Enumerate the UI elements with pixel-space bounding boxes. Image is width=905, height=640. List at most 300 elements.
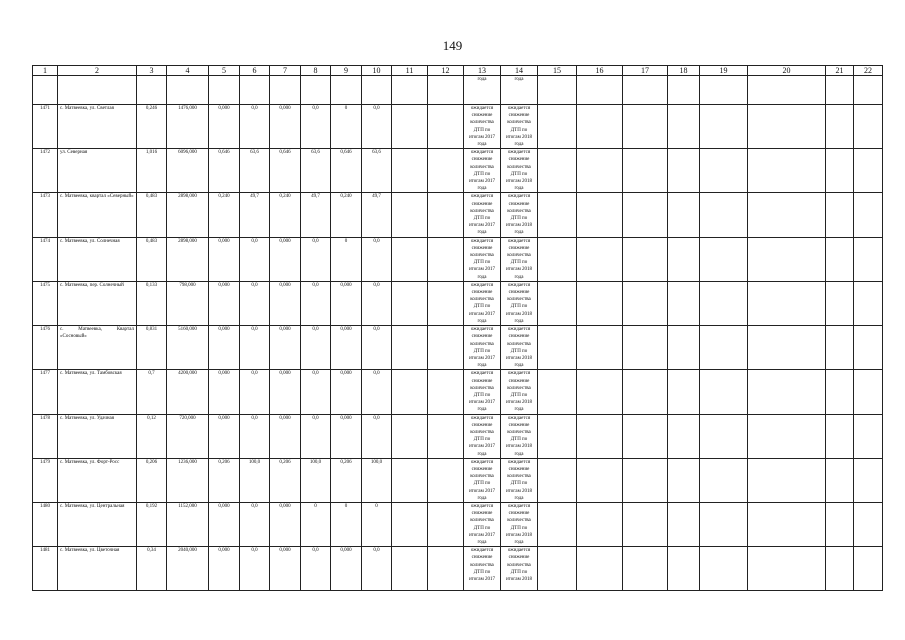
street-name-cell: с. Матвеевка, ул. Цветочная [58,547,137,591]
table-cell [577,326,623,370]
table-cell [668,458,700,502]
table-cell [577,547,623,591]
table-cell [668,502,700,546]
table-cell [854,370,883,414]
table-cell [301,76,331,105]
value-cell: 0,000 [270,547,301,591]
table-cell [577,149,623,193]
street-name-cell: с. Матвеевка, квартал «Северный» [58,193,137,237]
outcome-2018-cell: ожидается снижение количества ДТП по итогам 2018 года [501,105,538,149]
value-cell: 6096,000 [167,149,209,193]
value-cell: 0,0 [362,326,392,370]
value-cell: 0 [301,502,331,546]
value-cell: 0,0 [301,326,331,370]
street-name-cell: с. Матвеевка, Квартал «Сосновый» [58,326,137,370]
value-cell: 0,0 [301,547,331,591]
table-cell [623,326,668,370]
table-cell [428,414,464,458]
table-cell [826,502,854,546]
table-cell [700,502,748,546]
table-cell [623,105,668,149]
table-cell [577,414,623,458]
value-cell: 0,206 [270,458,301,502]
table-cell [748,502,826,546]
table-cell [137,76,167,105]
table-cell: года [464,76,501,105]
table-cell [623,547,668,591]
value-cell: 0,646 [270,149,301,193]
value-cell: 0,000 [270,502,301,546]
table-cell [577,105,623,149]
value-cell: 0,483 [137,193,167,237]
table-row [33,105,883,149]
table-cell [854,502,883,546]
value-cell: 0,0 [240,414,270,458]
value-cell: 2040,000 [167,547,209,591]
table-cell [854,281,883,325]
table-cell [392,149,428,193]
value-cell: 0,0 [362,414,392,458]
table-cell [668,193,700,237]
table-cell [748,281,826,325]
continuation-row [33,76,883,105]
table-cell [538,458,577,502]
table-cell [826,237,854,281]
table-cell [428,105,464,149]
table-cell [700,281,748,325]
outcome-2018-cell: ожидается снижение количества ДТП по итогам 2018 года [501,414,538,458]
value-cell: 0,240 [331,193,362,237]
table-cell [428,458,464,502]
value-cell: 0,646 [209,149,240,193]
table-cell [538,370,577,414]
table-cell [428,326,464,370]
table-cell [428,149,464,193]
street-name-cell: с. Матвеевка, ул. Солнечная [58,237,137,281]
outcome-2017-cell: ожидается снижение количества ДТП по итогам 2017 года [464,281,501,325]
table-cell [623,414,668,458]
value-cell: 0,000 [270,105,301,149]
table-cell [538,502,577,546]
value-cell: 0,0 [301,105,331,149]
value-cell: 0,192 [137,502,167,546]
value-cell: 0 [362,502,392,546]
value-cell: 0,133 [137,281,167,325]
column-number-cell: 18 [668,66,700,76]
value-cell: 0,0 [362,547,392,591]
value-cell: 0,246 [137,105,167,149]
column-number-cell: 15 [538,66,577,76]
row-number-cell: 1480 [33,502,58,546]
table-cell [577,458,623,502]
column-number-cell: 19 [700,66,748,76]
value-cell: 100,0 [301,458,331,502]
table-cell [392,458,428,502]
value-cell: 0,000 [209,281,240,325]
value-cell: 0,0 [240,547,270,591]
row-number-cell: 1473 [33,193,58,237]
table-cell [668,326,700,370]
value-cell: 0,206 [137,458,167,502]
row-number-cell: 1481 [33,547,58,591]
table-cell [392,76,428,105]
value-cell: 0,000 [209,414,240,458]
table-cell [538,281,577,325]
table-cell [700,414,748,458]
value-cell: 49,7 [301,193,331,237]
table-cell [623,458,668,502]
value-cell: 0,0 [240,370,270,414]
row-number-cell: 1474 [33,237,58,281]
table-cell [428,237,464,281]
table-row [33,326,883,370]
table-cell [362,76,392,105]
table-cell [392,502,428,546]
value-cell: 0,0 [240,502,270,546]
value-cell: 0,000 [331,370,362,414]
table-cell [392,105,428,149]
table-cell [854,149,883,193]
value-cell: 0,000 [270,326,301,370]
table-cell [392,281,428,325]
value-cell: 49,7 [362,193,392,237]
table-cell [700,458,748,502]
column-number-cell: 11 [392,66,428,76]
table-cell [428,370,464,414]
value-cell: 0,206 [331,458,362,502]
table-row [33,281,883,325]
value-cell: 0,12 [137,414,167,458]
table-cell [826,458,854,502]
table-cell [538,547,577,591]
value-cell: 720,000 [167,414,209,458]
value-cell: 0,000 [331,326,362,370]
value-cell: 1,016 [137,149,167,193]
table-row [33,193,883,237]
table-cell [623,149,668,193]
column-number-cell: 14 [501,66,538,76]
table-cell [700,326,748,370]
value-cell: 0,000 [331,547,362,591]
value-cell: 0,000 [270,414,301,458]
value-cell: 0,240 [270,193,301,237]
value-cell: 0 [331,502,362,546]
table-cell [623,502,668,546]
table-cell [623,237,668,281]
road-safety-table [32,65,883,591]
value-cell: 0,0 [301,281,331,325]
street-name-cell: с. Матвеевка, ул. Тамбовская [58,370,137,414]
row-number-cell: 1475 [33,281,58,325]
table-cell [748,105,826,149]
value-cell: 0,000 [270,237,301,281]
table-row [33,547,883,591]
row-number-cell: 1477 [33,370,58,414]
row-number-cell: 1472 [33,149,58,193]
table-cell [538,76,577,105]
value-cell: 0,000 [270,281,301,325]
table-cell [700,237,748,281]
table-cell [700,149,748,193]
table-cell [428,502,464,546]
value-cell: 0,000 [209,502,240,546]
table-cell [538,237,577,281]
column-number-cell: 6 [240,66,270,76]
table-cell [700,193,748,237]
table-cell [748,326,826,370]
table-cell [577,370,623,414]
value-cell: 0,240 [209,193,240,237]
value-cell: 0,0 [301,237,331,281]
column-number-cell: 20 [748,66,826,76]
value-cell: 0,000 [331,281,362,325]
value-cell: 63,6 [240,149,270,193]
outcome-2017-cell: ожидается снижение количества ДТП по итогам 2017 года [464,237,501,281]
street-name-cell: с. Матвеевка, ул. Удачная [58,414,137,458]
table-cell [668,370,700,414]
column-number-cell: 2 [58,66,137,76]
street-name-cell: с. Матвеевка, ул. Светлая [58,105,137,149]
table-cell [577,193,623,237]
table-cell [826,76,854,105]
table-cell [623,370,668,414]
value-cell: 0,000 [209,105,240,149]
table-cell [577,76,623,105]
table-cell [577,281,623,325]
table-cell [623,281,668,325]
table-cell [854,193,883,237]
column-number-cell: 7 [270,66,301,76]
outcome-2017-cell: ожидается снижение количества ДТП по итогам 2017 года [464,193,501,237]
column-number-cell: 21 [826,66,854,76]
outcome-2017-cell: ожидается снижение количества ДТП по итогам 2017 года [464,502,501,546]
table-cell [826,281,854,325]
table-cell [428,76,464,105]
value-cell: 2898,000 [167,193,209,237]
value-cell: 0,0 [362,281,392,325]
column-number-cell: 13 [464,66,501,76]
table-cell [623,193,668,237]
column-number-cell: 16 [577,66,623,76]
table-cell [748,458,826,502]
table-cell [854,76,883,105]
table-cell [240,76,270,105]
value-cell: 0,0 [240,237,270,281]
outcome-2017-cell: ожидается снижение количества ДТП по итогам 2017 года [464,370,501,414]
table-cell [748,237,826,281]
outcome-2018-cell: ожидается снижение количества ДТП по итогам 2018 года [501,193,538,237]
street-name-cell: с. Матвеевка, ул. Форт-Росс [58,458,137,502]
table-cell [270,76,301,105]
table-row [33,458,883,502]
value-cell: 63,6 [362,149,392,193]
value-cell: 0,0 [240,105,270,149]
value-cell: 0,0 [362,370,392,414]
table-cell [538,149,577,193]
table-cell [167,76,209,105]
table-row [33,237,883,281]
value-cell: 1152,000 [167,502,209,546]
value-cell: 0,0 [362,105,392,149]
outcome-2018-cell: ожидается снижение количества ДТП по итогам 2018 года [501,370,538,414]
table-cell [854,547,883,591]
table-cell [428,193,464,237]
table-cell [748,76,826,105]
outcome-2018-cell: ожидается снижение количества ДТП по итогам 2018 [501,547,538,591]
table-cell [668,76,700,105]
value-cell: 63,6 [301,149,331,193]
outcome-2017-cell: ожидается снижение количества ДТП по итогам 2017 [464,547,501,591]
column-number-cell: 10 [362,66,392,76]
outcome-2017-cell: ожидается снижение количества ДТП по итогам 2017 года [464,149,501,193]
value-cell: 0,000 [209,326,240,370]
table-cell [748,193,826,237]
row-number-cell: 1479 [33,458,58,502]
column-number-cell: 8 [301,66,331,76]
table-cell [748,547,826,591]
value-cell: 0,0 [240,281,270,325]
value-cell: 4200,000 [167,370,209,414]
value-cell: 0,0 [240,326,270,370]
outcome-2017-cell: ожидается снижение количества ДТП по итогам 2017 года [464,105,501,149]
table-cell [826,547,854,591]
value-cell: 49,7 [240,193,270,237]
table-cell [854,458,883,502]
table-cell [428,281,464,325]
table-cell [668,281,700,325]
table-cell [826,370,854,414]
outcome-2018-cell: ожидается снижение количества ДТП по итогам 2018 года [501,326,538,370]
value-cell: 0,7 [137,370,167,414]
value-cell: 100,0 [362,458,392,502]
table-cell [538,414,577,458]
table-row [33,414,883,458]
value-cell: 0,483 [137,237,167,281]
table-cell [538,105,577,149]
value-cell: 798,000 [167,281,209,325]
table-cell [331,76,362,105]
outcome-2018-cell: ожидается снижение количества ДТП по итогам 2018 года [501,237,538,281]
value-cell: 0,000 [209,370,240,414]
table-cell [826,326,854,370]
column-number-cell: 22 [854,66,883,76]
table-cell [826,414,854,458]
table-cell [748,414,826,458]
column-number-cell: 3 [137,66,167,76]
outcome-2018-cell: ожидается снижение количества ДТП по итогам 2018 года [501,502,538,546]
table-cell [392,237,428,281]
table-cell [700,370,748,414]
value-cell: 0,646 [331,149,362,193]
table-cell [700,105,748,149]
outcome-2017-cell: ожидается снижение количества ДТП по итогам 2017 года [464,458,501,502]
column-number-cell: 4 [167,66,209,76]
table-row [33,370,883,414]
street-name-cell: ул. Северная [58,149,137,193]
column-number-cell: 1 [33,66,58,76]
table-cell [668,237,700,281]
table-cell [748,370,826,414]
table-row [33,502,883,546]
table-cell [392,193,428,237]
outcome-2017-cell: ожидается снижение количества ДТП по итогам 2017 года [464,326,501,370]
table-cell [392,547,428,591]
value-cell: 0 [331,105,362,149]
table-cell [854,105,883,149]
table-cell [826,193,854,237]
table-cell [392,326,428,370]
table-cell [748,149,826,193]
outcome-2018-cell: ожидается снижение количества ДТП по итогам 2018 года [501,281,538,325]
value-cell: 1476,000 [167,105,209,149]
table-cell [33,76,58,105]
column-number-cell: 17 [623,66,668,76]
value-cell: 0 [331,237,362,281]
table-cell [538,193,577,237]
table-cell [854,326,883,370]
value-cell: 5160,000 [167,326,209,370]
value-cell: 0,34 [137,547,167,591]
table-cell [58,76,137,105]
table-cell [623,76,668,105]
table-cell [428,547,464,591]
value-cell: 0,000 [331,414,362,458]
value-cell: 0,831 [137,326,167,370]
table-cell [392,370,428,414]
value-cell: 0,0 [301,370,331,414]
value-cell: 0,206 [209,458,240,502]
table-cell: года [501,76,538,105]
row-number-cell: 1476 [33,326,58,370]
value-cell: 0,000 [270,370,301,414]
table-cell [668,149,700,193]
table-cell [700,76,748,105]
table-cell [577,237,623,281]
outcome-2018-cell: ожидается снижение количества ДТП по итогам 2018 года [501,149,538,193]
table-cell [392,414,428,458]
table-cell [826,105,854,149]
outcome-2017-cell: ожидается снижение количества ДТП по итогам 2017 года [464,414,501,458]
table-cell [854,414,883,458]
table-cell [577,502,623,546]
table-row [33,149,883,193]
column-number-cell: 9 [331,66,362,76]
table-cell [668,105,700,149]
outcome-2018-cell: ожидается снижение количества ДТП по итогам 2018 года [501,458,538,502]
value-cell: 0,0 [301,414,331,458]
table-cell [668,414,700,458]
street-name-cell: с. Матвеевка, пер. Солнечный [58,281,137,325]
row-number-cell: 1478 [33,414,58,458]
value-cell: 1236,000 [167,458,209,502]
column-number-row [33,66,883,76]
street-name-cell: с. Матвеевка, ул. Центральная [58,502,137,546]
value-cell: 0,000 [209,547,240,591]
table-cell [826,149,854,193]
column-number-cell: 5 [209,66,240,76]
table-cell [700,547,748,591]
value-cell: 0,000 [209,237,240,281]
column-number-cell: 12 [428,66,464,76]
row-number-cell: 1471 [33,105,58,149]
table-cell [854,237,883,281]
table-cell [668,547,700,591]
table-cell [209,76,240,105]
value-cell: 0,0 [362,237,392,281]
value-cell: 100,0 [240,458,270,502]
table-cell [538,326,577,370]
page-number: 149 [442,38,463,53]
